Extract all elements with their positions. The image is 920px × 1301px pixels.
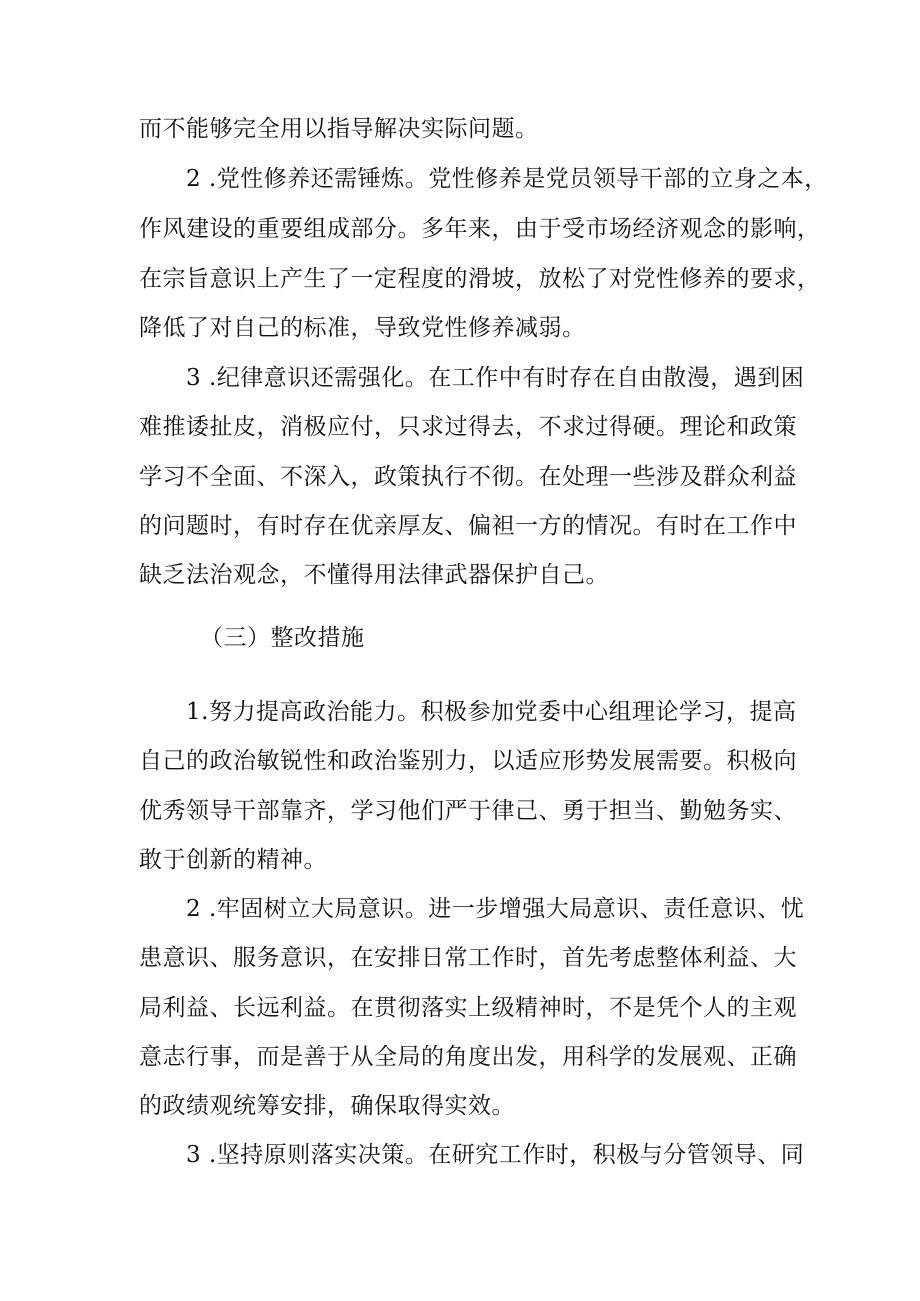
paragraph-line: 患意识、服务意识，在安排日常工作时，首先考虑整体利益、大 <box>139 945 797 971</box>
paragraph-line: 在宗旨意识上产生了一定程度的滑坡，放松了对党性修养的要求， <box>139 266 821 292</box>
paragraph-line: 的问题时，有时存在优亲厚友、偏袒一方的情况。有时在工作中 <box>139 513 797 539</box>
paragraph-line: 2 .牢固树立大局意识。进一步增强大局意识、责任意识、忧 <box>186 896 805 922</box>
paragraph-line: 作风建设的重要组成部分。多年来，由于受市场经济观念的影响， <box>139 216 821 242</box>
paragraph-line: 敢于创新的精神。 <box>139 847 327 873</box>
paragraph-line: 意志行事，而是善于从全局的角度出发，用科学的发展观、正确 <box>139 1044 797 1070</box>
paragraph-line: 优秀领导干部靠齐，学习他们严于律己、勇于担当、勤勉务实、 <box>139 798 797 824</box>
paragraph-line: 难推诿扯皮，消极应付，只求过得去，不求过得硬。理论和政策 <box>139 414 797 440</box>
paragraph-line: 降低了对自己的标准，导致党性修养减弱。 <box>139 315 586 341</box>
paragraph-line: 2 .党性修养还需锤炼。党性修养是党员领导干部的立身之本， <box>186 166 828 192</box>
paragraph-line: 的政绩观统筹安排，确保取得实效。 <box>139 1093 515 1119</box>
paragraph-line: 而不能够完全用以指导解决实际问题。 <box>139 116 539 142</box>
paragraph-line: 局利益、长远利益。在贯彻落实上级精神时，不是凭个人的主观 <box>139 995 797 1021</box>
paragraph-line: 1.努力提高政治能力。积极参加党委中心组理论学习，提高 <box>186 699 797 725</box>
paragraph-line: 学习不全面、不深入，政策执行不彻。在处理一些涉及群众利益 <box>139 464 797 490</box>
paragraph-line: 缺乏法治观念，不懂得用法律武器保护自己。 <box>139 562 609 588</box>
section-heading: （三）整改措施 <box>200 625 365 651</box>
paragraph-line: 3 .纪律意识还需强化。在工作中有时存在自由散漫，遇到困 <box>186 365 805 391</box>
paragraph-line: 自己的政治敏锐性和政治鉴别力，以适应形势发展需要。积极向 <box>139 748 797 774</box>
paragraph-line: 3 .坚持原则落实决策。在研究工作时，积极与分管领导、同 <box>186 1142 805 1168</box>
